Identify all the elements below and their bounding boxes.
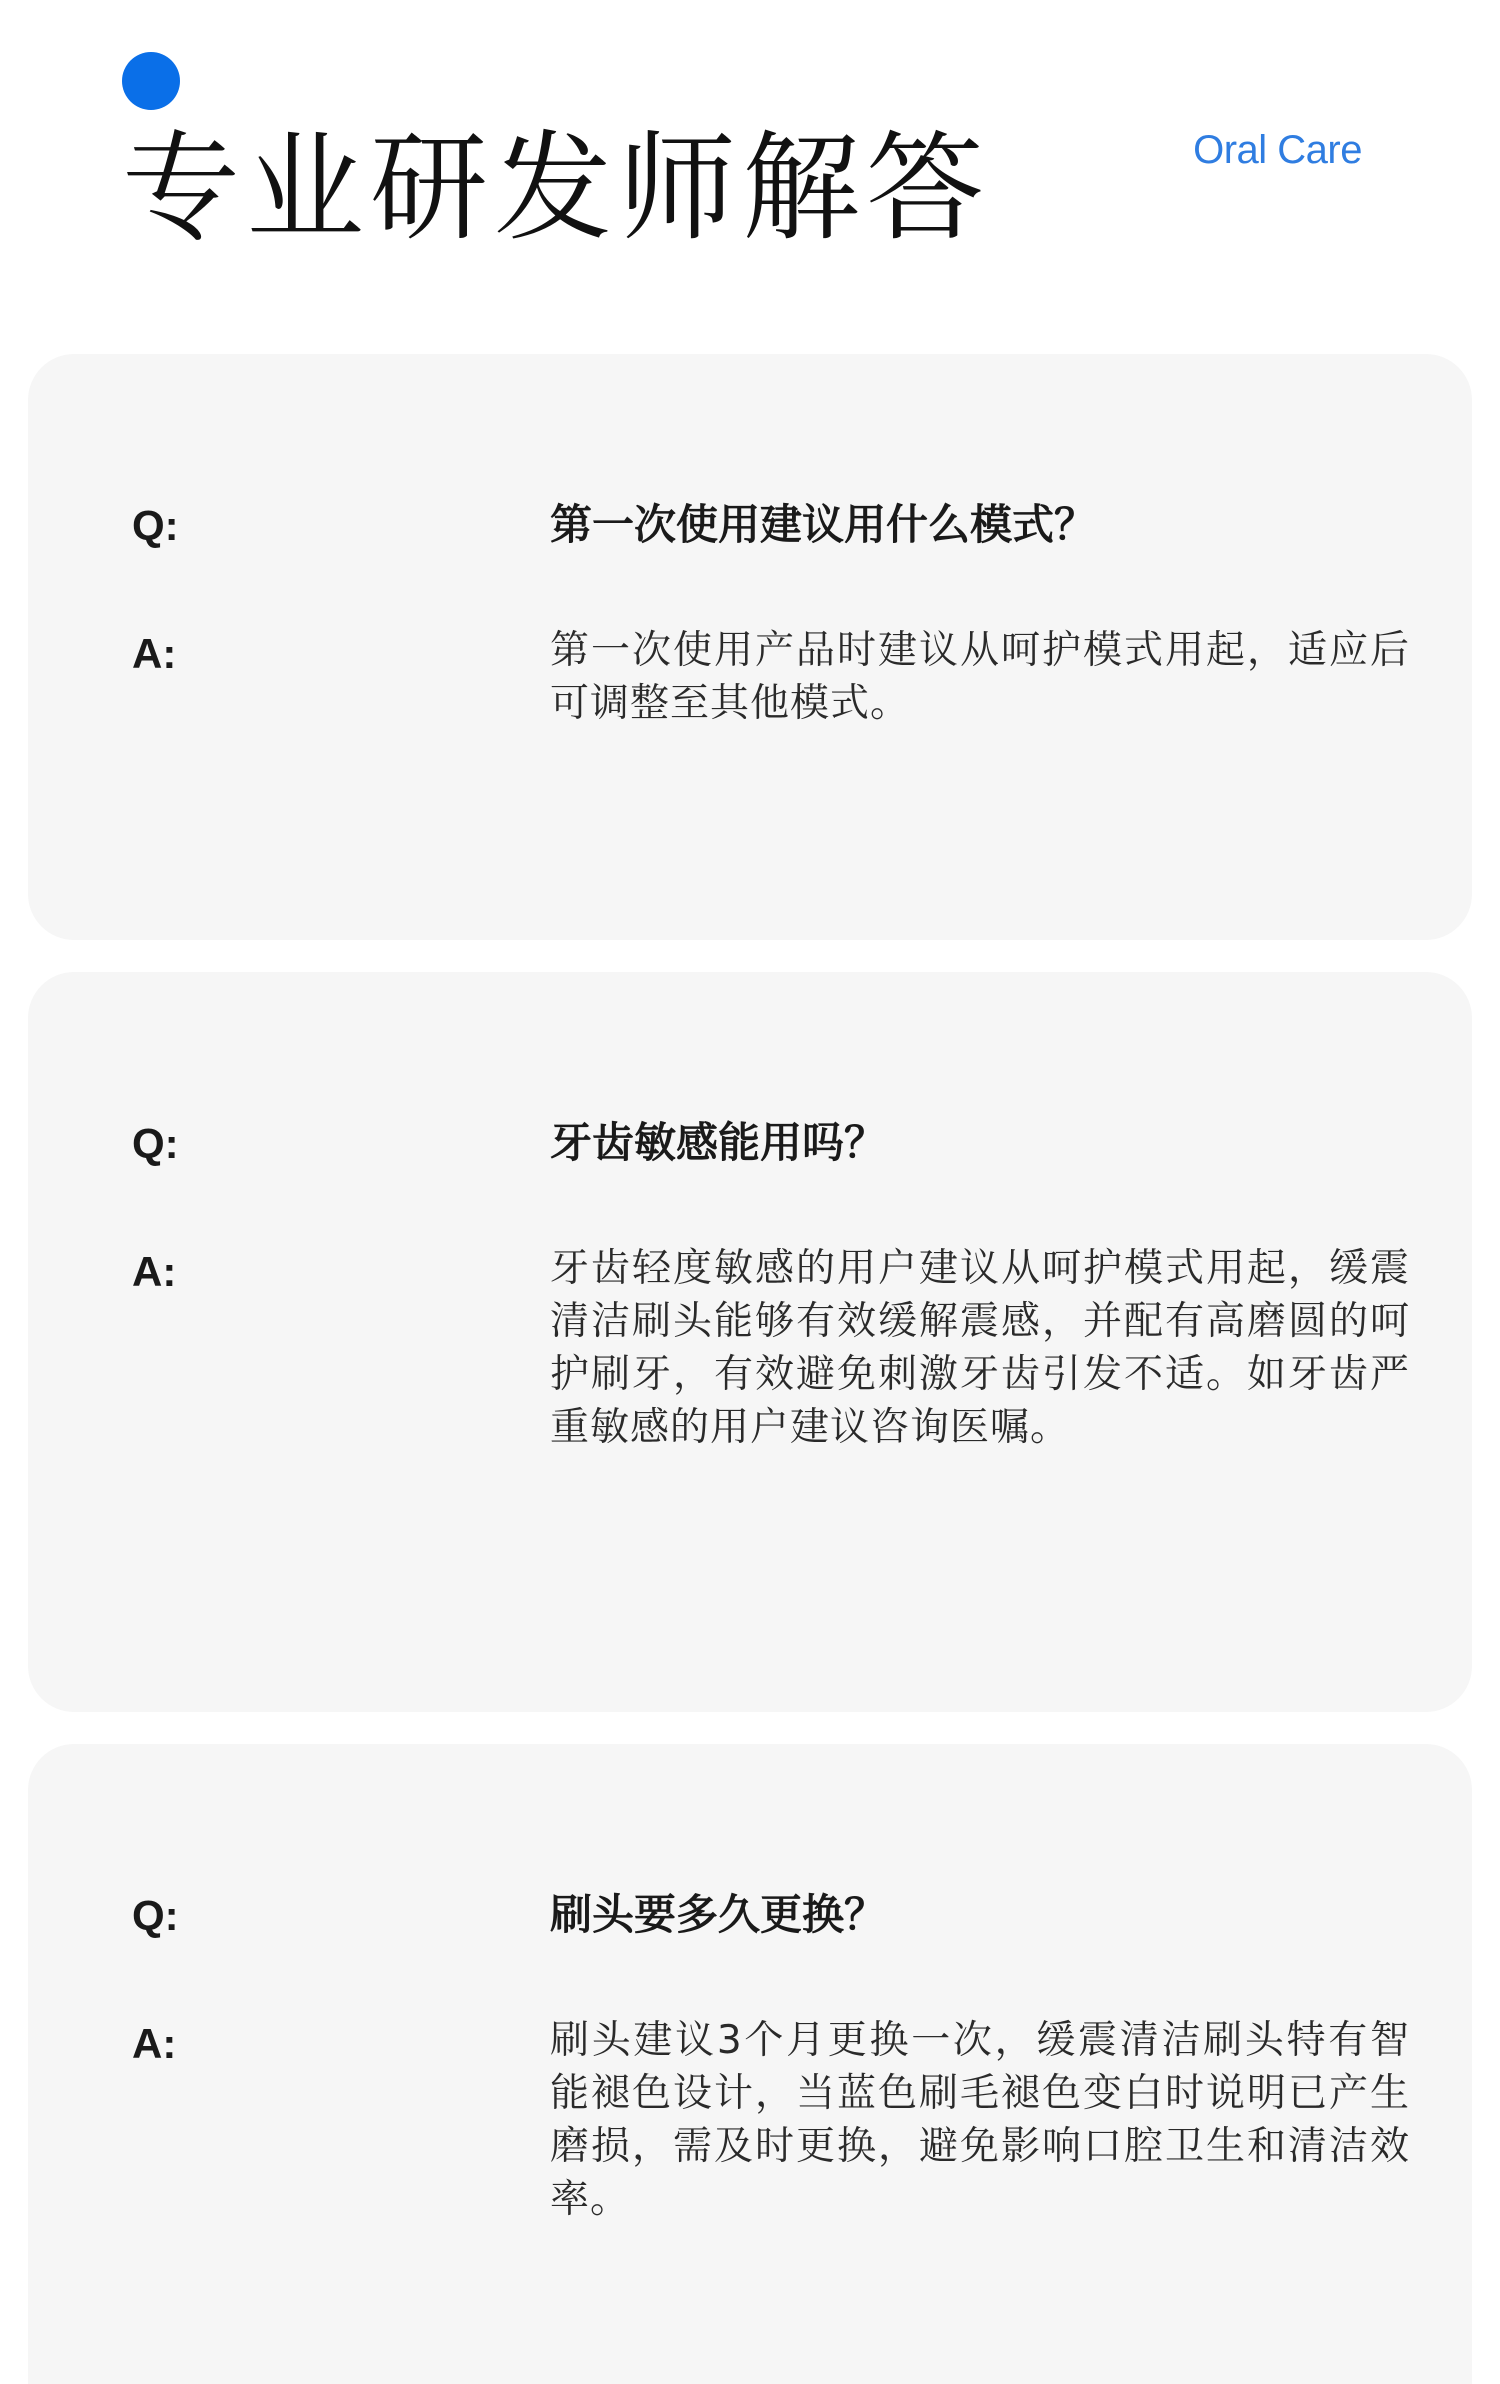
faq-question: 牙齿敏感能用吗？ — [550, 1118, 887, 1167]
faq-card — [28, 354, 1472, 940]
answer-label: A: — [132, 1248, 177, 1295]
question-label: Q: — [132, 1120, 179, 1167]
faq-question: 刷头要多久更换？ — [550, 1890, 887, 1939]
faq-answer: 刷头建议3个月更换一次，缓震清洁刷头特有智能褪色设计，当蓝色刷毛褪色变白时说明已产生磨损，需及时更换，避免影响口腔卫生和清洁效率。 — [550, 2018, 1410, 2222]
faq-card — [28, 1744, 1472, 2384]
blue-dot-icon — [122, 52, 180, 110]
faq-card — [28, 972, 1472, 1712]
answer-label: A: — [132, 630, 177, 677]
question-label: Q: — [132, 1892, 179, 1939]
question-label: Q: — [132, 502, 179, 549]
brand-label: Oral Care — [1193, 128, 1362, 172]
faq-answer: 牙齿轻度敏感的用户建议从呵护模式用起，缓震清洁刷头能够有效缓解震感，并配有高磨圆的呵护刷牙，有效避免刺激牙齿引发不适。如牙齿严重敏感的用户建议咨询医嘱。 — [550, 1246, 1410, 1450]
page-title: 专业研发师解答 — [122, 119, 991, 257]
faq-question: 第一次使用建议用什么模式？ — [550, 500, 1097, 549]
faq-answer: 第一次使用产品时建议从呵护模式用起，适应后可调整至其他模式。 — [550, 628, 1410, 726]
answer-label: A: — [132, 2020, 177, 2067]
